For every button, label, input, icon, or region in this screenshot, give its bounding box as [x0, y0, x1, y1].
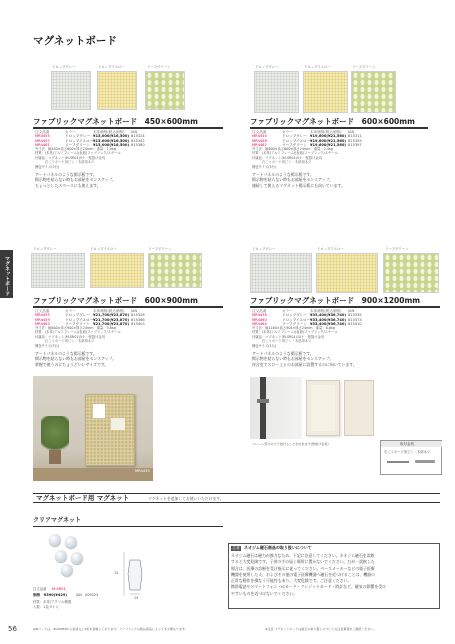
magnet-spec-2: 入数：1袋 5ケ入: [33, 605, 59, 609]
desc-line: 連続して使えるマグネット掲示板にも向いています。: [252, 182, 346, 188]
cell-code: MR4462: [252, 142, 267, 147]
cell-color: ドロップイエロー: [282, 138, 311, 143]
magnet-code: M-SR01: [52, 587, 66, 591]
cell-price: ¥19,600(¥21,560): [310, 138, 347, 143]
desc-line: ちょっとしたスペースにも使えます。: [35, 182, 101, 188]
col-color: カラー: [65, 309, 76, 313]
photo-note: [111, 418, 125, 430]
cell-code: MR4457: [35, 138, 50, 143]
title-rule: [33, 127, 223, 129]
swatch-drop-grey: [250, 253, 312, 293]
photo-label: MR4459: [135, 469, 150, 473]
cell-color: ドロップグレー: [65, 134, 90, 139]
spec-line: 石こうボード用ピン・木部用ネジ: [35, 160, 95, 165]
desc-line: 掲示物を貼らない時もお部屋をセンスアップ。: [35, 177, 116, 183]
notice-line: ネオジム磁石は磁力が強力なため、下記に注意してください。ネオジム磁石を誤飲: [231, 553, 375, 558]
swatch-drop-grey: [51, 71, 91, 110]
swatch-label: ドロップグレー: [252, 247, 276, 251]
cell-color: ドロップグレー: [282, 134, 307, 139]
swatch-label: ドロップグレー: [33, 247, 57, 251]
spec-line: 梱包サイズ(3台): [252, 164, 277, 169]
mount-photo-corner: [344, 380, 374, 436]
swatch-label: ドロップイエロー: [90, 247, 117, 251]
cell-jan: 815403: [131, 321, 145, 326]
cell-color: ドロップグレー: [282, 313, 307, 318]
cell-price: ¥15,000(¥16,500): [93, 134, 130, 139]
swatch-leaf-green: [145, 71, 185, 110]
desc-line: アートパネルのような掲示板です。: [252, 351, 314, 356]
swatch-label: ドロップグレー: [52, 65, 76, 69]
magnet-dim-w: 15: [134, 596, 139, 600]
notice-line: 正常な動作を損なう可能性もあり、大変危険です。ご注意ください。: [231, 578, 352, 584]
cell-jan: 815328: [131, 313, 145, 318]
screw-icon: [415, 460, 435, 463]
spec-text-450: [35, 147, 121, 169]
magnet-product-name: クリアマグネット: [33, 517, 81, 524]
room-photo: [33, 376, 153, 481]
col-jan: JAN: [131, 309, 138, 313]
notice-line: 機器を使用した人、およびその他の電子医療機器へ磁石を近づけることは、機器の: [231, 571, 375, 577]
desc-line: 掲示物を貼らない時もお部屋をセンスアップ。: [35, 356, 116, 362]
swatch-leaf-green: [351, 71, 396, 113]
spec-line: 外寸法：幅1160×高さ904×厚さ24mm 重量：6.6kg: [252, 326, 335, 330]
cell-code: MR4463: [35, 321, 50, 326]
cell-color: ドロップイエロー: [282, 317, 311, 322]
title-rule: [250, 306, 440, 308]
swatch-drop-grey: [254, 71, 299, 113]
desc-line: 掲示物を貼らない時もお部屋をセンスアップ。: [252, 177, 333, 183]
desc-1200: [252, 351, 357, 367]
swatch-label: リーフグリーン: [385, 247, 409, 251]
swatch-leaf-green: [148, 253, 202, 288]
spec-text-600: [252, 147, 338, 169]
swatch-label: リーフグリーン: [148, 247, 172, 251]
cell-price: ¥21,700(¥23,870): [93, 321, 130, 326]
spec-line: 付属品：マグネット(M-SR01)5ケ・壁掛け金具: [35, 334, 105, 339]
cell-jan: 815324: [131, 134, 145, 139]
desc-line: 待合室でスロー上とのお部屋に設置するのに向いています。: [252, 361, 357, 367]
swatch-drop-yellow: [90, 253, 144, 288]
desc-line: アートパネルのような掲示板です。: [35, 351, 97, 356]
mount-photo-hook: [257, 399, 269, 403]
cell-color: リーフグリーン: [282, 142, 307, 147]
magnet-section-subtitle: マグネットを追加してお使いいただけます。: [148, 496, 224, 501]
title-rule: [250, 127, 428, 129]
cell-color: リーフグリーン: [282, 321, 307, 326]
cell-jan: 815397: [348, 142, 362, 147]
mount-box: [380, 440, 442, 475]
magnet-dim-h: 15: [114, 571, 119, 575]
cell-jan: 815410: [348, 321, 362, 326]
magnet-price: 価格 ¥390(¥429): [33, 593, 68, 597]
spec-text-1200: [252, 326, 338, 348]
col-jan: JAN: [348, 309, 355, 313]
cell-color: ドロップグレー: [65, 313, 90, 318]
spec-line: 外寸法：幅600×高さ600×厚さ24mm 重量：2.4kg: [252, 147, 333, 151]
col-code: 注文品番: [252, 130, 267, 134]
spec-line: 外寸法：幅600×高さ900×厚さ24mm 重量：3.6kg: [35, 326, 116, 330]
spec-line: 材質：(本体)アルミフレーム/(表面)ファブリック/スチール: [252, 151, 338, 156]
spec-text-900: [35, 326, 121, 348]
mount-photo-wall: [250, 377, 302, 439]
notice-line: すると大変危険です。子供の手の届く場所に置かないでください。万が一誤飲した: [231, 559, 375, 565]
swatch-drop-yellow: [316, 253, 378, 293]
footer-right: ※注意 マグネットボードは磁石の取り扱いについての注意事項をご確認ください。: [265, 627, 377, 631]
cell-jan: 815311: [348, 134, 362, 139]
swatch-drop-yellow: [97, 71, 137, 110]
col-jan: JAN: [348, 130, 355, 134]
spec-line: 石こうボード用ピン・木部用ネジ: [252, 160, 312, 165]
swatch-label: ドロップイエロー: [317, 247, 344, 251]
cell-price: ¥33,400(¥36,740): [310, 313, 347, 318]
swatch-leaf-green: [383, 253, 439, 293]
mount-box-title: 取付金具: [400, 441, 414, 446]
pin-icon: [387, 461, 409, 463]
cell-code: MR4459: [35, 317, 50, 322]
spec-line: 梱包サイズ(1台): [252, 343, 277, 348]
product-title-1200: ファブリックマグネットボード 900×1200mm: [250, 296, 421, 305]
title-rule: [33, 306, 223, 308]
magnet-section-title: マグネットボード用 マグネット: [36, 494, 130, 502]
clear-magnet-icon: [49, 534, 61, 546]
product-title-450: ファブリックマグネットボード 450×600mm: [33, 117, 198, 126]
col-code: 注文品番: [35, 309, 50, 313]
cell-price: ¥21,700(¥23,870): [93, 313, 130, 318]
clear-magnet-icon: [61, 564, 73, 576]
col-code: 注文品番: [35, 130, 50, 134]
swatch-drop-grey: [31, 253, 85, 288]
spec-line: 材質：(本体)アルミフレーム/(表面)ファブリック/スチール: [252, 330, 338, 335]
cell-price: ¥15,000(¥16,500): [93, 138, 130, 143]
cell-color: ドロップイエロー: [65, 138, 94, 143]
spec-table-600: [252, 130, 368, 147]
col-color: カラー: [282, 309, 293, 313]
spec-line: 付属品：マグネット(M-SR01)5ケ・壁掛け金具: [35, 155, 105, 160]
col-price: 本体価格(税込価格): [310, 309, 342, 313]
swatch-drop-yellow: [303, 71, 348, 113]
col-price: 本体価格(税込価格): [93, 130, 125, 134]
mount-photo-frame: [260, 377, 266, 439]
spec-table-1200: [252, 309, 368, 326]
cell-code: MR4464: [252, 321, 267, 326]
spec-line: 材質：(本体)アルミフレーム/(表面)ファブリック/スチール: [35, 330, 121, 335]
spec-table-450: [35, 130, 151, 147]
photo-note: [93, 404, 105, 418]
spec-line: 石こうボード用ピン・木部用ネジ: [252, 339, 312, 344]
footer-left: JANコードは、4520958から始まる上3桁を省略しております。ファブリックの柄は商品によって多少異なります。: [33, 627, 188, 631]
cell-color: リーフグリーン: [65, 321, 90, 326]
mount-photo-inner: [311, 385, 335, 431]
swatch-label: ドロップイエロー: [304, 65, 331, 69]
cell-price: ¥33,400(¥36,740): [310, 321, 347, 326]
spec-table-900: [35, 309, 151, 326]
magnet-jan: JAN 005023: [76, 593, 99, 597]
notice-body: [231, 553, 386, 597]
spec-line: 石こうボード用ピン・木部用ネジ: [35, 339, 95, 344]
magnet-dimension-drawing: [118, 550, 148, 598]
cell-code: MR4455: [35, 134, 50, 139]
magnet-title-rule: [33, 526, 223, 527]
side-tab-label: マグネットボード: [4, 256, 10, 296]
cell-price: ¥19,600(¥21,560): [310, 134, 347, 139]
notice-title: ネオジム磁石商品の取り扱いについて: [244, 545, 312, 550]
cell-price: ¥15,000(¥16,500): [93, 142, 130, 147]
cell-code: MR4454: [252, 134, 267, 139]
product-title-900: ファブリックマグネットボード 600×900mm: [33, 296, 198, 305]
notice-line: やすいものを近づけないでください。: [231, 590, 298, 596]
desc-line: アートパネルのような掲示板です。: [252, 172, 314, 177]
clear-magnet-icon: [55, 550, 67, 562]
cell-code: MR4455: [35, 313, 50, 318]
product-title-600: ファブリックマグネットボード 600×600mm: [250, 117, 415, 126]
mount-caption: フレーム部分の穴で掛けることが出来ます(壁掛け金具): [252, 442, 329, 446]
desc-450: [35, 172, 116, 188]
col-color: カラー: [282, 130, 293, 134]
spec-line: 梱包サイズ(3台): [35, 164, 60, 169]
notice-line: 携帯電話やスマートフォン・ICカード・クレジットカード・時計など、磁気の影響を受け: [231, 584, 386, 590]
desc-line: 掌握で使うのにちょうどいいサイズです。: [35, 361, 109, 367]
col-code: 注文品番: [252, 309, 267, 313]
swatch-label: ドロップイエロー: [98, 65, 125, 69]
magnet-image: [45, 530, 90, 580]
col-price: 本体価格(税込価格): [93, 309, 125, 313]
cell-price: ¥33,400(¥36,740): [310, 317, 347, 322]
magnet-code-label: 注文品番: [33, 587, 47, 591]
mount-photo-board: [306, 380, 340, 436]
page-number: 56: [8, 625, 17, 633]
spec-line: 外寸法：幅450×高さ600×厚さ24mm 重量：1.9kg: [35, 147, 116, 151]
cell-jan: 815342: [131, 138, 145, 143]
swatch-label: リーフグリーン: [352, 65, 376, 69]
cell-jan: 815335: [348, 313, 362, 318]
cell-price: ¥19,600(¥21,560): [310, 142, 347, 147]
spec-line: 梱包サイズ(3台): [35, 343, 60, 348]
desc-line: 掲示物を貼らない時もお部屋をセンスアップ。: [252, 356, 333, 362]
col-color: カラー: [65, 130, 76, 134]
spec-line: 付属品：マグネット(M-SR01)5ケ・壁掛け金具: [252, 155, 322, 160]
col-price: 本体価格(税込価格): [310, 130, 342, 134]
col-jan: JAN: [131, 130, 138, 134]
clear-magnet-icon: [71, 552, 83, 564]
spec-line: 材質：(本体)アルミフレーム/(表面)ファブリック/スチール: [35, 151, 121, 156]
cell-color: ドロップイエロー: [65, 317, 94, 322]
cell-code: MR4456: [252, 313, 267, 318]
clear-magnet-icon: [65, 536, 77, 548]
spec-line: 付属品：マグネット(M-SR01)10ケ・壁掛け金具: [252, 334, 325, 339]
desc-900: [35, 351, 116, 367]
swatch-label: ドロップグレー: [255, 65, 279, 69]
mount-box-text: 石こうボード用ピン・木部ネジ: [384, 450, 431, 454]
notice-tag: 注意: [232, 545, 240, 550]
page-title: マグネットボード: [33, 35, 117, 47]
swatch-label: リーフグリーン: [147, 65, 171, 69]
cell-price: ¥21,700(¥23,870): [93, 317, 130, 322]
cell-code: MR4460: [252, 317, 267, 322]
photo-pot: [49, 450, 61, 464]
desc-600: [252, 172, 345, 188]
cell-color: リーフグリーン: [65, 142, 90, 147]
cell-jan: 815380: [131, 142, 145, 147]
desc-line: アートパネルのような掲示板です。: [35, 172, 97, 177]
cell-code: MR4458: [252, 138, 267, 143]
notice-line: 場合は、医療の診断を受け指示に従ってください。ペースメーカーなどの電子医療: [231, 565, 375, 571]
cell-jan: 815366: [131, 317, 145, 322]
magnet-spec-1: 材質：本体/アクリル樹脂: [33, 600, 72, 604]
cell-jan: 815359: [348, 138, 362, 143]
cell-code: MR4461: [35, 142, 50, 147]
cell-jan: 815373: [348, 317, 362, 322]
dimension-svg: [118, 550, 148, 598]
